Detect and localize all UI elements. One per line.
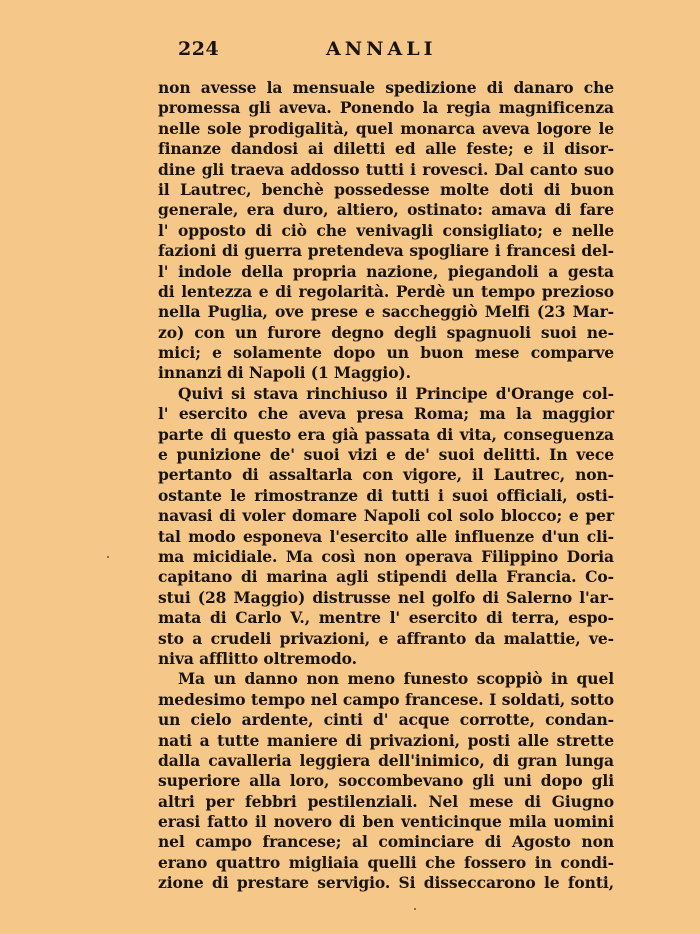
text-line: nel campo francese; al cominciare di Agosto non	[158, 832, 614, 852]
text-line: dalla cavalleria leggiera dell'inimico, di gran lunga	[158, 750, 614, 770]
text-line: generale, era duro, altiero, ostinato: amava di fare	[158, 200, 614, 220]
text-line: capitano di marina agli stipendi della Francia. Co-	[158, 567, 614, 587]
text-line: stui (28 Maggio) distrusse nel golfo di Salerno l'ar-	[158, 587, 614, 607]
paragraph-end-line: niva afflitto oltremodo.	[158, 648, 357, 668]
text-line: fazioni di guerra pretendeva spogliare i francesi del-	[158, 241, 614, 261]
paragraph-end-line: innanzi di Napoli (1 Maggio).	[158, 363, 411, 383]
text-line: dine gli traeva addosso tutti i rovesci. Dal canto suo	[158, 159, 614, 179]
paragraph-first-line: Ma un danno non meno funesto scoppiò in quel	[178, 669, 614, 689]
text-line: altri per febbri pestilenziali. Nel mese di Giugno	[158, 791, 614, 811]
text-line: tal modo esponeva l'esercito alle influenze d'un cli-	[158, 526, 614, 546]
text-line: e punizione de' suoi vizi e de' suoi delitti. In vece	[158, 445, 614, 465]
text-line: nella Puglia, ove prese e saccheggiò Melfi (23 Mar-	[158, 302, 614, 322]
text-line: mici; e solamente dopo un buon mese comparve	[158, 343, 614, 363]
paragraph-first-line: Quivi si stava rinchiuso il Principe d'Orange col-	[178, 383, 614, 403]
text-line: il Lautrec, benchè possedesse molte doti di buon	[158, 179, 614, 199]
text-line: ma micidiale. Ma così non operava Filippino Doria	[158, 546, 614, 566]
text-line: zo) con un furore degno degli spagnuoli suoi ne-	[158, 322, 614, 342]
text-line: erasi fatto il novero di ben venticinque mila uomini	[158, 812, 614, 832]
text-line: parte di questo era già passata di vita, conseguenza	[158, 424, 614, 444]
text-line: mata di Carlo V., mentre l' esercito di terra, espo-	[158, 608, 614, 628]
text-line: un cielo ardente, cinti d' acque corrotte, condan-	[158, 710, 614, 730]
text-line: superiore alla loro, soccombevano gli uni dopo gli	[158, 771, 614, 791]
page-header	[158, 38, 614, 64]
text-line: sto a crudeli privazioni, e affranto da malattie, ve-	[158, 628, 614, 648]
text-line: medesimo tempo nel campo francese. I soldati, sotto	[158, 689, 614, 709]
text-line: l' esercito che aveva presa Roma; ma la maggior	[158, 404, 614, 424]
running-title: ANNALI	[326, 38, 437, 60]
text-line: l' opposto di ciò che venivagli consigliato; e nelle	[158, 220, 614, 240]
text-line: pertanto di assaltarla con vigore, il Lautrec, non-	[158, 465, 614, 485]
text-line: finanze dandosi ai diletti ed alle feste; e il disor-	[158, 139, 614, 159]
paper-speck	[414, 908, 416, 910]
body-text	[158, 78, 614, 894]
page-number: 224	[178, 38, 220, 60]
text-line: l' indole della propria nazione, piegandoli a gesta	[158, 261, 614, 281]
text-line: zione di prestare servigio. Si disseccarono le fonti,	[158, 873, 614, 893]
text-line: promessa gli aveva. Ponendo la regia magnificenza	[158, 98, 614, 118]
text-line: navasi di voler domare Napoli col solo blocco; e per	[158, 506, 614, 526]
paper-speck	[107, 556, 109, 558]
text-line: erano quattro migliaia quelli che fossero in condi-	[158, 852, 614, 872]
text-line: ostante le rimostranze di tutti i suoi officiali, osti-	[158, 485, 614, 505]
text-line: non avesse la mensuale spedizione di danaro che	[158, 78, 614, 97]
text-line: di lentezza e di regolarità. Perdè un tempo prezioso	[158, 281, 614, 301]
text-line: nelle sole prodigalità, quel monarca aveva logore le	[158, 118, 614, 138]
text-line: nati a tutte maniere di privazioni, posti alle strette	[158, 730, 614, 750]
